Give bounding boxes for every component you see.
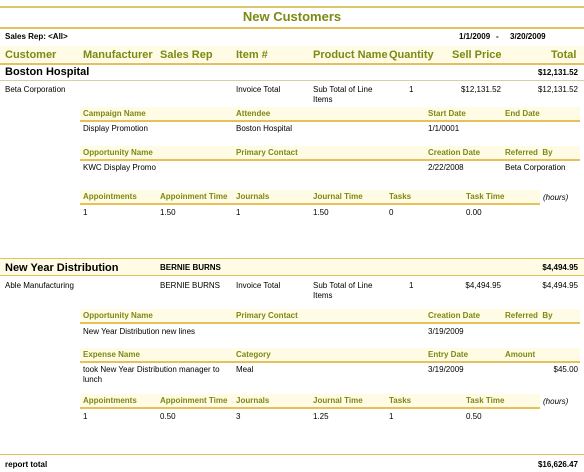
- primary-contact-header: Primary Contact: [236, 311, 298, 320]
- line-sales-rep: BERNIE BURNS: [160, 281, 221, 290]
- journal-time-header: Journal Time: [313, 396, 363, 405]
- primary-contact-header: Primary Contact: [236, 148, 298, 157]
- col-sell-price: Sell Price: [452, 49, 502, 61]
- expense-name-header: Expense Name: [83, 350, 140, 359]
- customer-total: $4,494.95: [542, 263, 578, 272]
- referred-by-header: Referred By: [505, 148, 553, 157]
- customer-top-rule: [0, 258, 584, 259]
- journal-time: 1.25: [313, 412, 329, 421]
- start-date-header: Start Date: [428, 109, 466, 118]
- customer-name: New Year Distribution: [5, 262, 119, 274]
- expense-rule: [80, 361, 580, 363]
- end-date-header: End Date: [505, 109, 540, 118]
- expense-amount: $45.00: [553, 365, 578, 374]
- opportunity-name: New Year Distribution new lines: [83, 327, 196, 336]
- col-item: Item #: [236, 49, 268, 61]
- title-rule: [0, 6, 584, 8]
- appointments-count: 1: [83, 412, 88, 421]
- opportunity-name: KWC Display Promo: [83, 163, 156, 172]
- col-quantity: Quantity: [389, 49, 434, 61]
- customer-rule: [0, 80, 584, 81]
- line-item: Invoice Total: [236, 85, 281, 94]
- report-title: New Customers: [242, 9, 342, 24]
- campaign-attendee: Boston Hospital: [236, 124, 293, 133]
- line-price: $12,131.52: [460, 85, 501, 94]
- tasks-header: Tasks: [389, 396, 412, 405]
- opportunity-rule: [80, 159, 580, 161]
- amount-header: Amount: [505, 350, 536, 359]
- opportunity-creation-date: 2/22/2008: [428, 163, 464, 172]
- appointment-time: 1.50: [160, 208, 176, 217]
- report-total-value: $16,626.47: [537, 460, 578, 469]
- line-manufacturer: Beta Corporation: [5, 85, 66, 94]
- line-qty: 1: [409, 281, 414, 290]
- appointments-header: Appointments: [83, 192, 137, 201]
- line-manufacturer: Able Manufacturing: [5, 281, 74, 290]
- column-header-rule: [0, 63, 584, 65]
- line-total: $4,494.95: [542, 281, 578, 290]
- campaign-name: Display Promotion: [83, 124, 148, 133]
- tasks-count: 0: [389, 208, 394, 217]
- col-manufacturer: Manufacturer: [83, 49, 153, 61]
- expense-name: took New Year Distribution manager to lunch: [83, 365, 220, 384]
- campaign-rule: [80, 120, 580, 122]
- hours-unit: (hours): [543, 397, 569, 406]
- journal-time-header: Journal Time: [313, 192, 363, 201]
- line-total: $12,131.52: [537, 85, 578, 94]
- col-product-name: Product Name: [313, 49, 388, 61]
- col-sales-rep: Sales Rep: [160, 49, 213, 61]
- opportunity-rule: [80, 322, 580, 324]
- journals-count: 3: [236, 412, 241, 421]
- customer-rule: [0, 275, 584, 276]
- task-time: 0.50: [466, 412, 482, 421]
- appointment-time-header: Appoinment Time: [160, 396, 228, 405]
- customer-name: Boston Hospital: [5, 66, 90, 78]
- appointment-time: 0.50: [160, 412, 176, 421]
- line-qty: 1: [409, 85, 414, 94]
- task-time-header: Task Time: [466, 192, 505, 201]
- opportunity-referred-by: Beta Corporation: [505, 163, 566, 172]
- journals-header: Journals: [236, 192, 270, 201]
- entry-date-header: Entry Date: [428, 350, 469, 359]
- col-customer: Customer: [5, 49, 57, 61]
- line-product: Sub Total of Line Items: [313, 85, 373, 104]
- opportunity-name-header: Opportunity Name: [83, 311, 153, 320]
- creation-date-header: Creation Date: [428, 148, 481, 157]
- creation-date-header: Creation Date: [428, 311, 481, 320]
- appointments-header: Appointments: [83, 396, 137, 405]
- journals-header: Journals: [236, 396, 270, 405]
- referred-by-header: Referred By: [505, 311, 553, 320]
- title-bottom-rule: [0, 27, 584, 29]
- appointments-rule: [80, 407, 540, 409]
- appointments-rule: [80, 203, 540, 205]
- date-from: 1/1/2009: [459, 32, 491, 41]
- task-time: 0.00: [466, 208, 482, 217]
- opportunity-name-header: Opportunity Name: [83, 148, 153, 157]
- campaign-start-date: 1/1/0001: [428, 124, 460, 133]
- appointment-time-header: Appoinment Time: [160, 192, 228, 201]
- journal-time: 1.50: [313, 208, 329, 217]
- sales-rep-filter: Sales Rep: <All>: [5, 32, 68, 41]
- customer-total: $12,131.52: [537, 68, 578, 77]
- opportunity-creation-date: 3/19/2009: [428, 327, 464, 336]
- date-separator: -: [496, 32, 499, 41]
- attendee-header: Attendee: [236, 109, 271, 118]
- expense-category: Meal: [236, 365, 254, 374]
- campaign-name-header: Campaign Name: [83, 109, 146, 118]
- line-product: Sub Total of Line Items: [313, 281, 373, 300]
- journals-count: 1: [236, 208, 241, 217]
- category-header: Category: [236, 350, 271, 359]
- col-total: Total: [551, 49, 577, 61]
- report-total-rule: [0, 454, 584, 455]
- expense-entry-date: 3/19/2009: [428, 365, 464, 374]
- date-to: 3/20/2009: [510, 32, 546, 41]
- line-item: Invoice Total: [236, 281, 281, 290]
- tasks-count: 1: [389, 412, 394, 421]
- report-total-label: report total: [5, 460, 48, 469]
- line-price: $4,494.95: [465, 281, 501, 290]
- appointments-count: 1: [83, 208, 88, 217]
- customer-sales-rep: BERNIE BURNS: [160, 263, 221, 272]
- task-time-header: Task Time: [466, 396, 505, 405]
- hours-unit: (hours): [543, 193, 569, 202]
- tasks-header: Tasks: [389, 192, 412, 201]
